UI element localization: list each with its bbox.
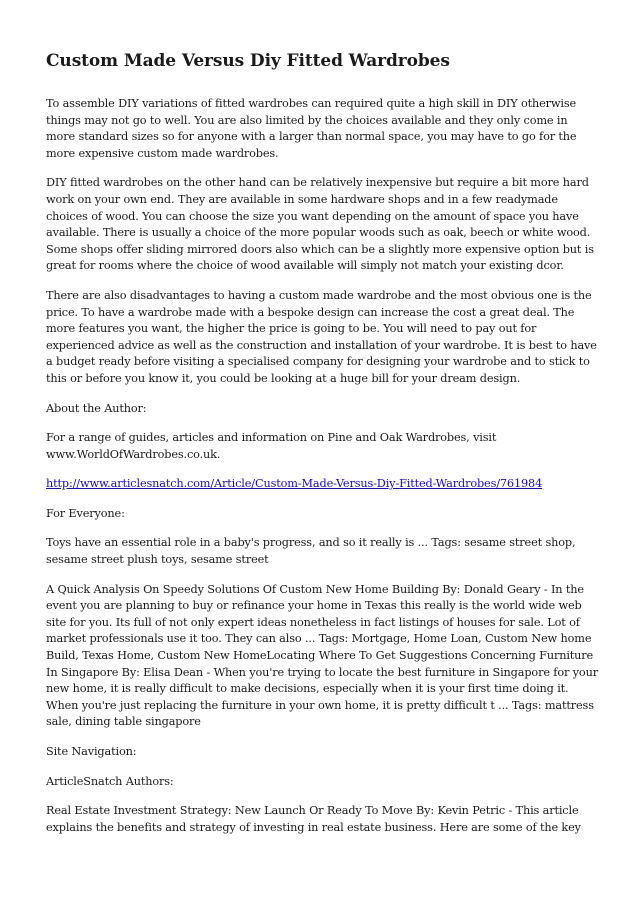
about-author-text: For a range of guides, articles and information on Pine and Oak Wardrobes, visit www.WorldOfWardrobes.co.uk. xyxy=(46,431,497,461)
site-navigation-heading: Site Navigation: xyxy=(46,745,137,758)
paragraph-diy-fitted: DIY fitted wardrobes on the other hand can be relatively inexpensive but require a bit more hard work on your own end. They are available in some hardware shops and in a few readymade choices of wood. You can choose the size you want depending on the amount of space you have available. There is usually a choice of the more popular woods such as oak, beech or white wood. Some shops offer sliding mirrored doors also which can be a slightly more expensive option but is great for rooms where the choice of wood available will simply not match your existing dcor. xyxy=(46,176,594,273)
real-estate-text: Real Estate Investment Strategy: New Launch Or Ready To Move By: Kevin Petric - This article explains the benefits and strategy of investing in real estate business. Here are some of the key xyxy=(46,804,581,834)
paragraph-diy-intro: To assemble DIY variations of fitted wardrobes can required quite a high skill in DIY otherwise things may not go to well. You are also limited by the choices available and they only come in more standard sizes so for anyone with a larger than normal space, you may have to go for the more expensive custom made wardrobes. xyxy=(46,97,577,160)
document-page xyxy=(46,50,598,849)
for-everyone-heading: For Everyone: xyxy=(46,506,125,520)
source-link[interactable]: http://www.articlesnatch.com/Article/Custom-Made-Versus-Diy-Fitted-Wardrobes/761984 xyxy=(46,477,543,491)
paragraph-disadvantages: There are also disadvantages to having a custom made wardrobe and the most obvious one is the price. To have a wardrobe made with a bespoke design can increase the cost a great deal. The more features you want, the higher the price is going to be. You will need to pay out for experienced advice as well as the construction and installation of your wardrobe. It is best to have a budget ready before visiting a specialised company for designing your wardrobe and to stick to this or before you know it, you could be looking at a huge bill for your dream design. xyxy=(46,288,597,385)
source-link-paragraph xyxy=(46,476,598,493)
toys-text: Toys have an essential role in a baby's progress, and so it really is ... Tags: sesame street shop, sesame street plush toys, sesame street xyxy=(46,536,576,567)
about-author-heading: About the Author: xyxy=(46,401,147,415)
document-title: Custom Made Versus Diy Fitted Wardrobes xyxy=(46,51,450,71)
authors-heading: ArticleSnatch Authors: xyxy=(46,774,174,788)
quick-analysis-text: A Quick Analysis On Speedy Solutions Of Custom New Home Building By: Donald Geary - In the event you are planning to buy or refinance your home in Texas this really is the world wide web site for you. Its full of not only expert ideas nonetheless in fact listings of houses for sale. Lot of market professionals use it too. They can also ... Tags: Mortgage, Home Loan, Custom New home Build, Texas Home, Custom New HomeLocating Where To Get Suggestions Concerning Furniture In Singapore By: Elisa Dean - When you're trying to locate the best furniture in Singapore for your new home, it is really difficult to make decisions, especially when it is your first time doing it. When you're just replacing the furniture in your own home, it is pretty difficult t ... Tags: mattress sale, dining table singapore xyxy=(46,582,598,729)
